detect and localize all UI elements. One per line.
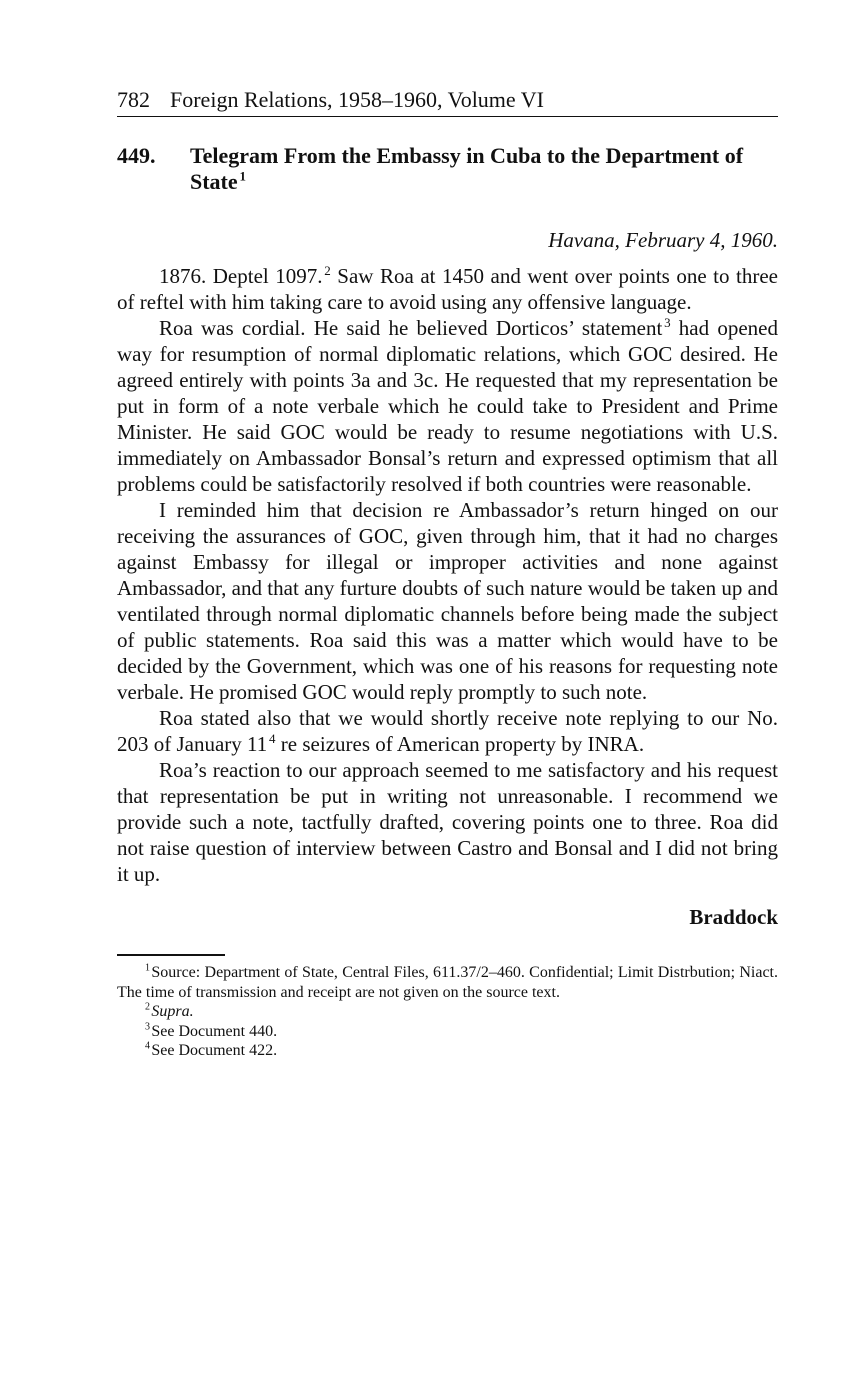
footnote-ref: 4 [269, 731, 276, 746]
footnote-mark: 3 [145, 1021, 150, 1033]
running-head [117, 86, 778, 117]
footnote-text: Source: Department of State, Central Files, 611.37/2–460. Confidential; Limit Distrbution; Niact. The time of transmission and receipt are not given on the source text. [117, 964, 778, 1001]
footnote-mark: 4 [145, 1040, 150, 1052]
document-page [117, 86, 778, 1061]
paragraph-text: had opened way for resumption of normal diplomatic relations, which GOC desired. He agreed entirely with points 3a and 3c. He requested that my representation be put in form of a note verbale which he could take to President and Prime Minister. He said GOC would be ready to resume negotiations with U.S. immediately on Ambassador Bonsal’s return and expressed optimism that all problems could be satisfactorily resolved if both countries were reasonable. [117, 316, 778, 496]
volume-title: Foreign Relations, 1958–1960, Volume VI [170, 87, 544, 112]
dateline: Havana, February 4, 1960. [548, 228, 778, 252]
footnote-ref: 1 [239, 168, 246, 184]
footnote [117, 963, 778, 1002]
signature: Braddock [689, 905, 778, 929]
footnote [117, 1022, 778, 1042]
footnote [117, 1041, 778, 1061]
footnote-ref: 3 [664, 315, 671, 330]
document-number: 449. [117, 143, 156, 168]
footnote-text: Supra. [151, 1003, 194, 1020]
document-heading [117, 143, 778, 195]
footnote [117, 1002, 778, 1022]
paragraph: Roa’s reaction to our approach seemed to me satisfactory and his request that representation be put in writing not unreasonable. I recommend we provide such a note, tactfully drafted, covering points one to three. Roa did not raise question of interview between Castro and Bonsal and I did not bring it up. [117, 758, 778, 886]
paragraph [117, 263, 778, 315]
footnote-ref: 2 [324, 263, 331, 278]
paragraph-text: 1876. Deptel 1097. [159, 264, 323, 288]
paragraph [117, 315, 778, 497]
document-title-text: Telegram From the Embassy in Cuba to the Department of State [190, 143, 744, 194]
footnotes [117, 963, 778, 1061]
paragraph-text: Roa stated also that we would shortly receive note replying to our No. 203 of January 11 [117, 706, 778, 756]
paragraph [117, 705, 778, 757]
paragraph-text: Roa was cordial. He said he believed Dorticos’ statement [159, 316, 663, 340]
page-number: 782 [117, 87, 150, 112]
footnote-text: See Document 422. [151, 1042, 278, 1059]
footnote-divider [117, 954, 225, 956]
footnote-mark: 2 [145, 1001, 150, 1013]
paragraph-text: re seizures of American property by INRA. [275, 732, 645, 756]
paragraph: I reminded him that decision re Ambassador’s return hinged on our receiving the assurances of GOC, given through him, that it had no charges against Embassy for illegal or improper activities and none against Ambassador, and that any furture doubts of such nature would be taken up and ventilated through normal diplomatic channels before being made the subject of public statements. Roa said this was a matter which would have to be decided by the Government, which was one of his reasons for requesting note verbale. He promised GOC would reply promptly to such note. [117, 498, 778, 704]
document-title [190, 143, 778, 195]
footnote-mark: 1 [145, 962, 150, 974]
telegram-body [117, 263, 778, 887]
paragraph-text: Saw Roa at 1450 and went over points one to three of reftel with him taking care to avoid using any offensive language. [117, 264, 778, 314]
footnote-text: See Document 440. [151, 1022, 278, 1040]
